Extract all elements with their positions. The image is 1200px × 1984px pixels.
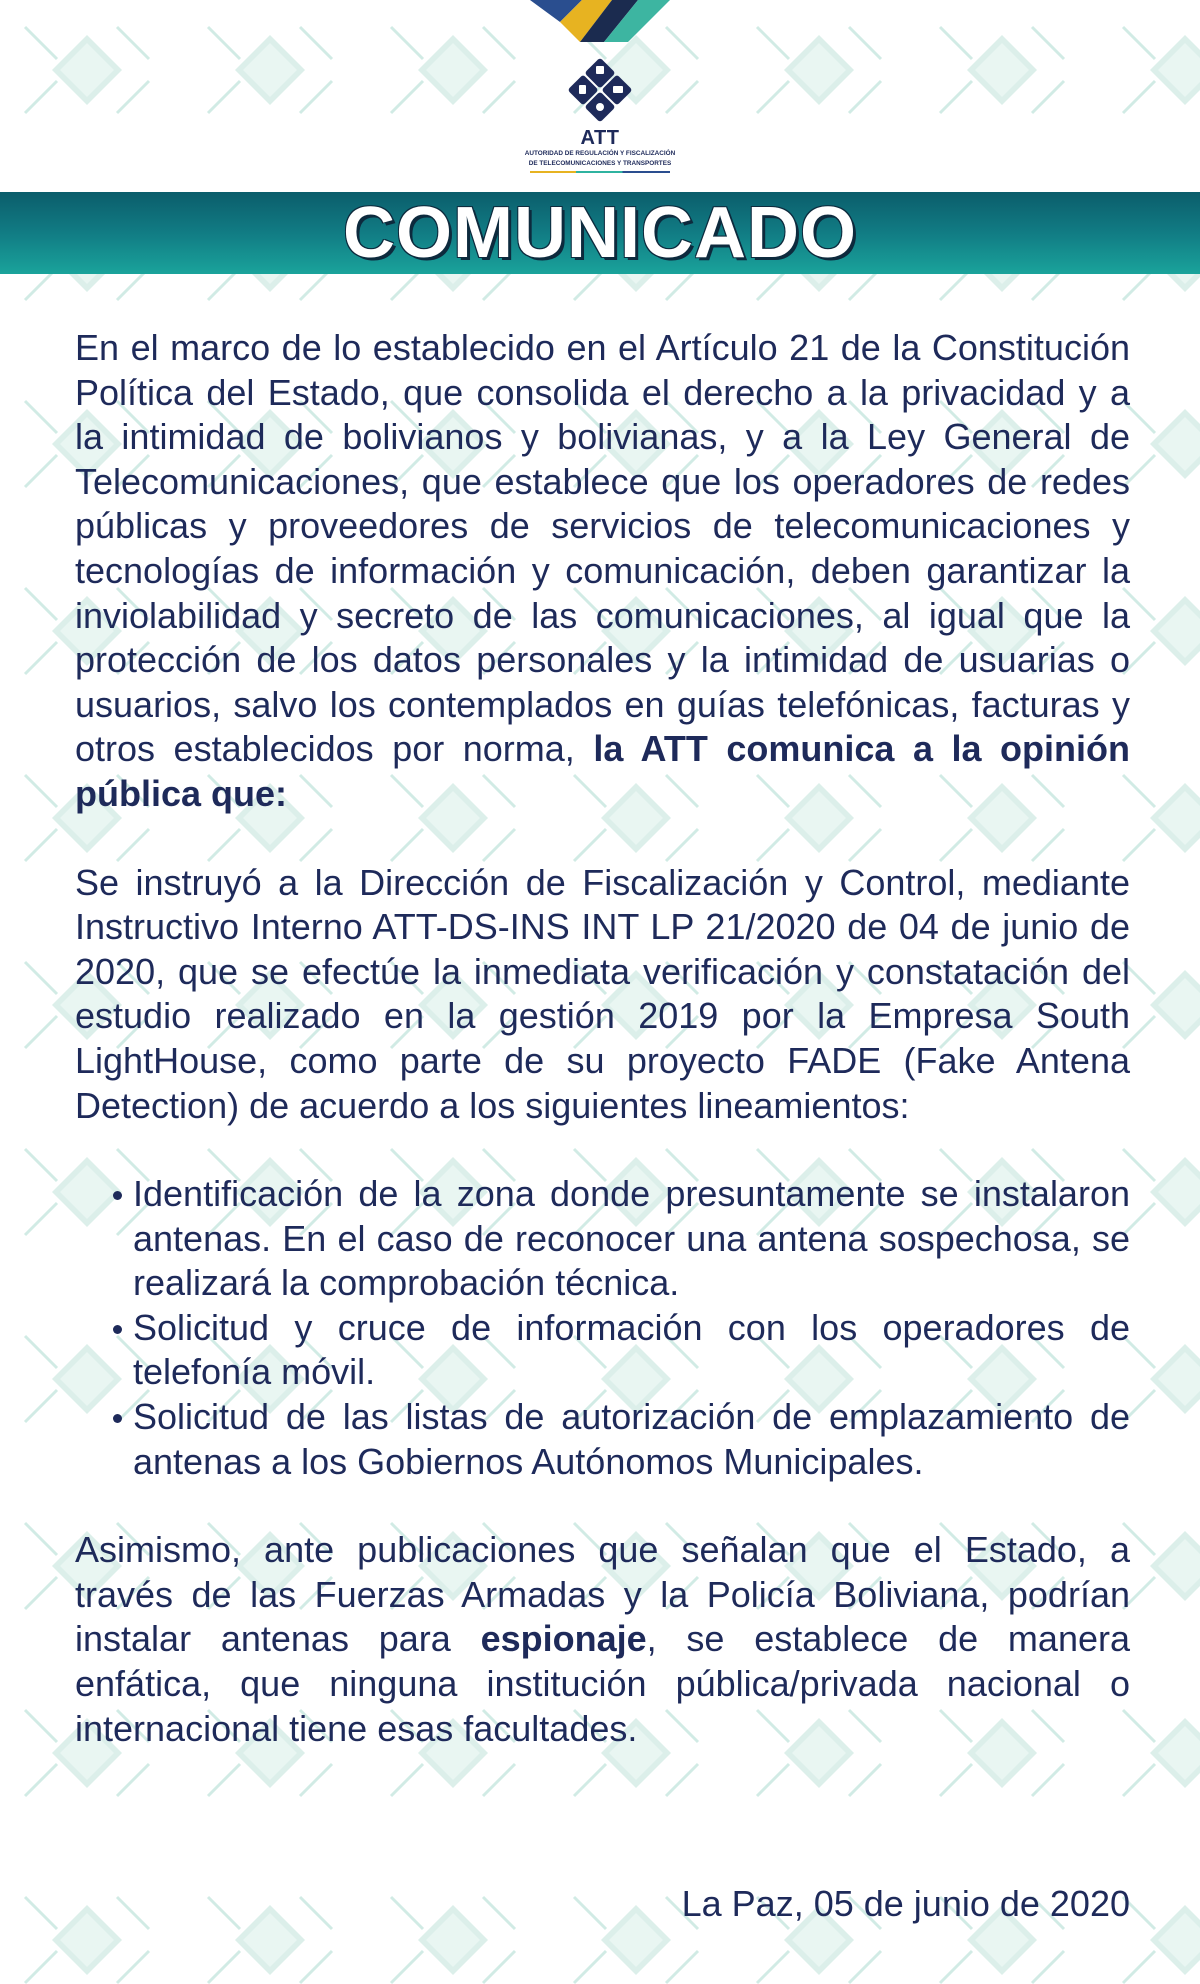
top-ribbon-decoration (520, 0, 680, 42)
logo-abbreviation: ATT (580, 127, 620, 149)
att-logo (520, 52, 680, 184)
logo-color-underline (530, 171, 670, 173)
title-banner (0, 192, 1200, 274)
closing-text-end: , se establece de manera enfática, que ninguna institución pública/privada nacional o internacional tiene esas facultades. (75, 1618, 1130, 1749)
logo-full-name-line1: AUTORIDAD DE REGULACIÓN Y FISCALIZACIÓN (524, 150, 676, 157)
intro-bold-text: la ATT comunica a la opinión pública que: (75, 728, 1130, 814)
statement-body (75, 326, 1130, 1751)
page-title: COMUNICADO (343, 193, 857, 273)
list-item: Solicitud de las listas de autorización de emplazamiento de antenas a los Gobiernos Autónomos Municipales. (133, 1395, 1130, 1484)
closing-paragraph (75, 1528, 1130, 1751)
statement-date: La Paz, 05 de junio de 2020 (681, 1883, 1130, 1924)
intro-paragraph (75, 326, 1130, 817)
att-emblem-icon (562, 52, 638, 128)
logo-full-name-line2: DE TELECOMUNICACIONES Y TRANSPORTES (528, 160, 672, 167)
guidelines-list (75, 1172, 1130, 1484)
list-item: Solicitud y cruce de información con los operadores de telefonía móvil. (133, 1306, 1130, 1395)
intro-text: En el marco de lo establecido en el Artículo 21 de la Constitución Política del Estado, que consolida el derecho a la privacidad y a la intimidad de bolivianos y bolivianas, y a la Ley General de Telecomunicaciones, que establece que los operadores de redes públicas y proveedores de servicios de telecomunicaciones y tecnologías de información y comunicación, deben garantizar la inviolabilidad y secreto de las comunicaciones, al igual que la protección de los datos personales y la intimidad de usuarias o usuarios, salvo los contemplados en guías telefónicas, facturas y otros establecidos por norma, (75, 327, 1130, 770)
list-item: Identificación de la zona donde presuntamente se instalaron antenas. En el caso de reconocer una antena sospechosa, se realizará la comprobación técnica. (133, 1172, 1130, 1306)
closing-bold-text: espionaje (480, 1618, 647, 1660)
closing-text-start: Asimismo, ante publicaciones que señalan que el Estado, a través de las Fuerzas Armadas y la Policía Boliviana, podrían instalar antenas para (75, 1529, 1130, 1660)
instruction-paragraph: Se instruyó a la Dirección de Fiscalización y Control, mediante Instructivo Interno ATT-DS-INS INT LP 21/2020 de 04 de junio de 2020, que se efectúe la inmediata verificación y constatación del estudio realizado en la gestión 2019 por la Empresa South LightHouse, como parte de su proyecto FADE (Fake Antena Detection) de acuerdo a los siguientes lineamientos: (75, 861, 1130, 1126)
